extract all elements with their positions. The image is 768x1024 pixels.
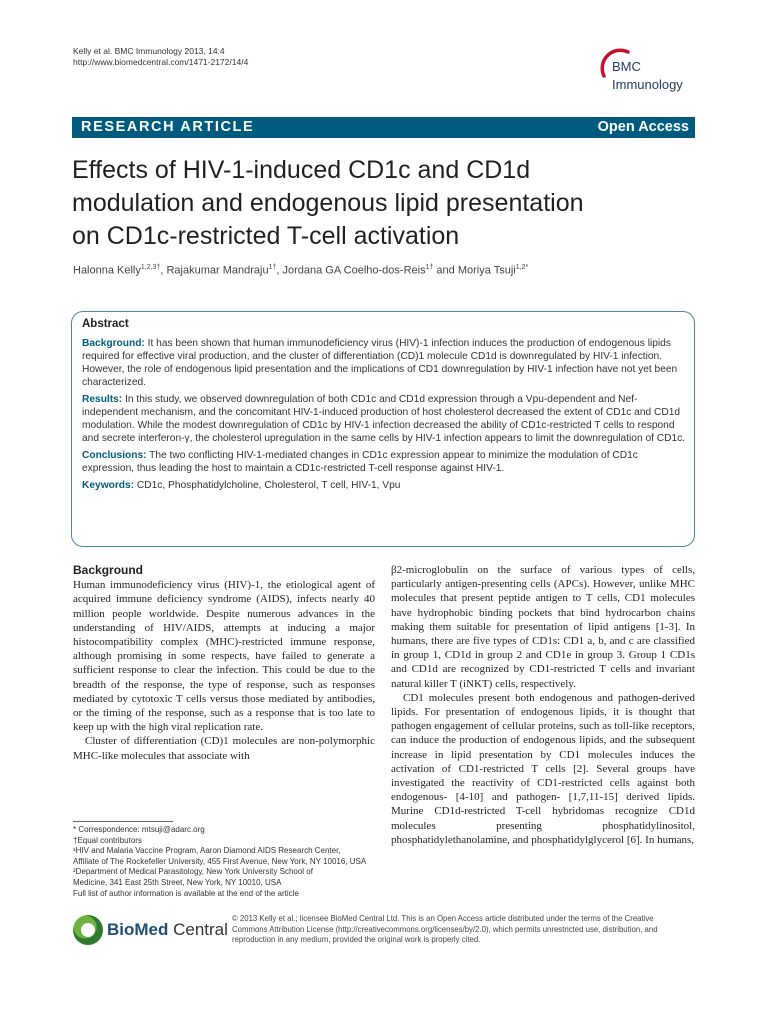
author-affiliation: 1† [425,264,434,271]
abstract-box [71,311,695,547]
publisher-name-rest: Central [168,920,228,939]
author-separator: and [433,264,458,277]
author-affiliation: 1,2,3† [140,264,161,271]
footnote-line: ¹HIV and Malaria Vaccine Program, Aaron Diamond AIDS Research Center, [73,846,341,856]
abstract-label: Keywords: [82,480,135,491]
abstract-text: The two conflicting HIV-1-mediated changes in CD1c expression appear to minimize the modulation of CD1c expression, thus leading the host to maintain a CD1c-restricted T-cell response against HIV-1. [82,450,638,474]
bmc-immunology-logo [598,46,698,98]
footnote-line: †Equal contributors [73,835,142,845]
article-type-banner [72,117,695,138]
author-name: Jordana GA Coelho-dos-Reis [282,264,426,277]
article-type: RESEARCH ARTICLE [81,119,255,135]
abstract-heading: Abstract [82,318,129,330]
journal-logo-line2: Immunology [612,77,683,92]
section-heading: Background [73,563,144,577]
article-url[interactable]: http://www.biomedcentral.com/1471-2172/14/4 [73,57,249,67]
left-column [73,563,375,763]
title-line: Effects of HIV-1-induced CD1c and CD1d [72,156,531,184]
abstract-section [82,449,688,475]
author-affiliation: 1,2* [515,264,529,271]
abstract-text: It has been shown that human immunodeficiency virus (HIV)-1 infection induces the production of endogenous lipids required for effective viral production, and the cluster of differentiation (CD)1 molecule CD1d is downregulated by HIV-1 infection. However, the role of endogenous lipid presentation and the implications of CD1 downregulation by HIV-1 infection have not yet been characterized. [82,338,678,388]
right-column [391,563,695,847]
article-title [72,154,712,253]
abstract-text: CD1c, Phosphatidylcholine, Cholesterol, T cell, HIV-1, Vpu [134,480,401,491]
author-separator: , [160,264,167,277]
footnote-line: Medicine, 341 East 25th Street, New York, NY 10010, USA [73,877,282,887]
open-access-badge: Open Access [597,119,689,135]
author-name: Rajakumar Mandraju [166,264,269,277]
license-line: Commons Attribution License (http://creativecommons.org/licenses/by/2.0), which permits unrestricted use, distribution, and [232,924,658,934]
license-line: © 2013 Kelly et al.; licensee BioMed Central Ltd. This is an Open Access article distributed under the terms of the Creative [232,914,654,923]
citation-line: Kelly et al. BMC Immunology 2013, 14:4 [73,46,225,56]
author-name: Moriya Tsuji [457,264,516,277]
body-paragraph: Cluster of differentiation (CD)1 molecules are non-polymorphic MHC-like molecules that associate with [73,735,375,762]
abstract-text: In this study, we observed downregulation of both CD1c and CD1d expression through a Vpu-dependent and Nef-independent mechanism, and the concomitant HIV-1-induced production of host cholesterol decreased the extent of CD1c and CD1d modulation. While the modest downregulation of CD1c by HIV-1 infection decreased the ability of CD1c-restricted T cells to respond and secrete interferon-γ, the cholesterol upregulation in the same cells by HIV-1 infection appears to limit the downregulation of CD1c. [82,394,686,444]
abstract-label: Results: [82,394,123,405]
footnote-line: ²Department of Medical Parasitology, New York University School of [73,867,313,877]
body-paragraph: β2-microglobulin on the surface of various types of cells, particularly antigen-presenting cells (APCs). However, unlike MHC molecules that present peptide antigen to T cells, CD1 molecules have hydrophobic binding pockets that bind hydrocarbon chains making them suitable for presentation of lipid antigens [1-3]. In humans, there are five types of CD1s: CD1 a, b, and c are classified in group 1, CD1d in group 2 and CD1e in group 3. Group 1 CD1s and CD1d are recognized by CD1-restricted T cells and invariant natural killer T (iNKT) cells, respectively. [391,564,695,690]
author-name: Halonna Kelly [73,264,141,277]
footnote-line: Full list of author information is available at the end of the article [73,888,299,898]
abstract-label: Conclusions: [82,450,147,461]
biomed-central-icon [73,915,103,945]
title-line: on CD1c-restricted T-cell activation [72,222,460,250]
publisher-name-bold: BioMed [107,920,169,939]
author-separator: , [276,264,283,277]
biomed-central-logo [73,913,228,949]
footnotes [73,825,378,899]
license-text [232,914,695,946]
body-paragraph: CD1 molecules present both endogenous and pathogen-derived lipids. For presentation of endogenous lipids, it is thought that pathogen engagement of cellular proteins, such as toll-like receptors, can induce the production of endogenous lipids, and the subsequent increase in lipid presentation by CD1 molecules induces the activation of CD1-restricted T cells [2]. Several groups have investigated the reactivity of CD1-restricted cells against both endogenous- [4-10] and pathogen- [1,7,11-15] derived lipids. Murine CD1d-restricted T-cell hybridomas recognize CD1d molecules presenting phosphatidylinositol, phosphatidylethanolamine, and phosphatidylglycerol [6]. In humans, [391,691,695,846]
body-paragraph: Human immunodeficiency virus (HIV)-1, the etiological agent of acquired immune deficiency syndrome (AIDS), infects nearly 40 million people worldwide. Despite numerous advances in the understanding of HIV/AIDS, attempts at inducing a major histocompatibility complex (MHC)-restricted immune response, although promising in some respects, have failed to generate a sufficient response to clear the infection. This could be due to the breadth of the response, the type of response, such as responses mediated by cytotoxic T cells versus those mediated by antibodies, or the timing of the response, such as a response that is too late to keep up with the high viral replication rate. [73,579,375,734]
abstract-label: Background: [82,338,145,349]
abstract-section [82,337,688,389]
author-affiliation: 1† [268,264,277,271]
abstract-section [82,479,688,492]
author-list [73,264,528,277]
footnote-line: * Correspondence: mtsuji@adarc.org [73,825,205,834]
abstract-section [82,393,688,445]
abstract-body [82,337,688,496]
license-line: reproduction in any medium, provided the original work is properly cited. [232,935,481,945]
publisher-name [107,920,228,940]
footnote-divider [73,821,173,822]
title-line: modulation and endogenous lipid presentation [72,189,584,217]
footnote-line: Affiliate of The Rockefeller University, 455 First Avenue, New York, NY 10016, USA [73,856,367,866]
journal-logo-line1: BMC [612,59,641,74]
